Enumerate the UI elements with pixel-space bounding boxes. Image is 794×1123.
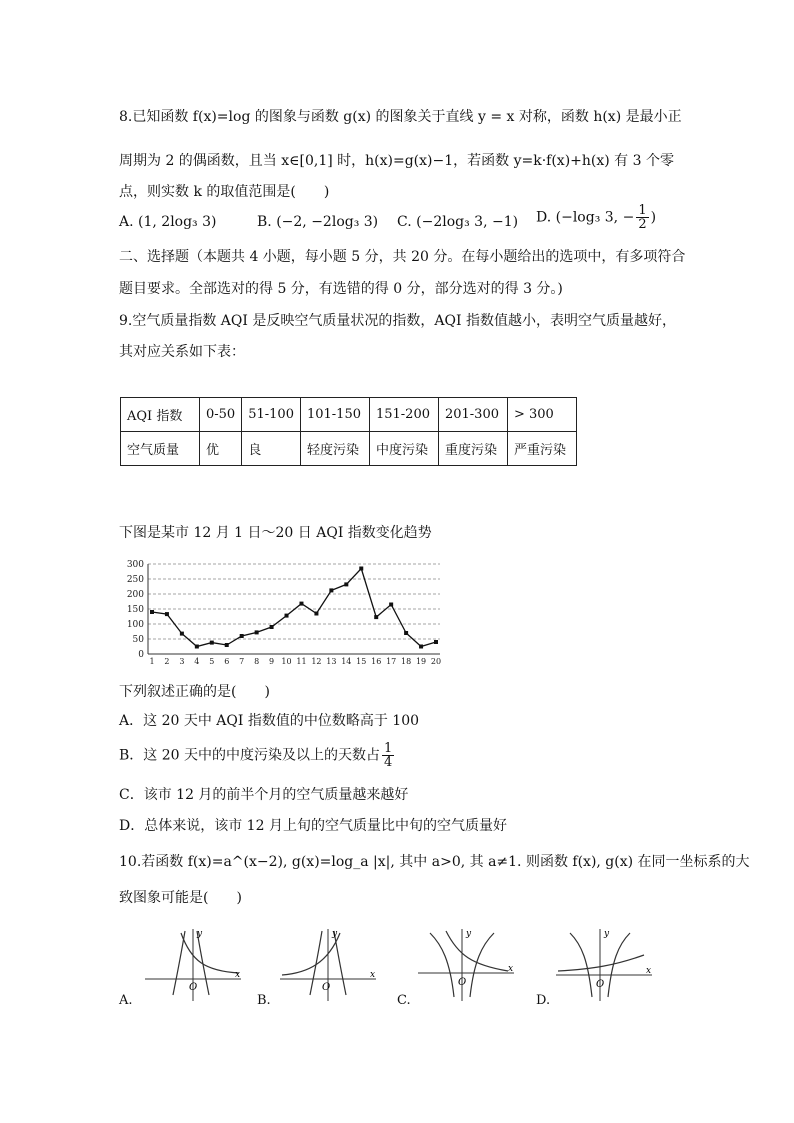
- curve-g-left: [570, 933, 592, 997]
- x-tick-label: 1: [149, 657, 155, 666]
- y-tick-label: 50: [132, 635, 144, 645]
- y-tick-label: 250: [126, 575, 144, 585]
- table-cell: 良: [242, 432, 301, 466]
- curve-f: [282, 933, 340, 975]
- option-label: A.: [119, 214, 134, 230]
- data-point: [329, 588, 333, 592]
- table-cell: 51-100: [242, 398, 301, 432]
- curve-f: [558, 955, 644, 971]
- table-cell: > 300: [507, 398, 576, 432]
- x-tick-label: 9: [269, 657, 275, 666]
- y-tick-label: 100: [126, 620, 144, 630]
- section2-line2: 题目要求。全部选对的得 5 分，有选错的得 0 分，部分选对的得 3 分。): [119, 281, 563, 297]
- option-label: C．: [119, 787, 144, 803]
- table-cell: 空气质量: [121, 432, 200, 466]
- x-tick-label: 10: [281, 657, 292, 666]
- y-axis-label: y: [604, 929, 610, 939]
- x-tick-label: 13: [326, 657, 337, 666]
- table-cell: 中度污染: [369, 432, 438, 466]
- origin-label: O: [189, 982, 198, 993]
- option-label: D．: [119, 818, 145, 834]
- aqi-trend-chart: [118, 556, 448, 668]
- curve-g-right: [334, 931, 346, 995]
- data-point: [419, 645, 423, 649]
- x-tick-label: 15: [356, 657, 367, 666]
- figure-label-b: B.: [257, 993, 271, 1008]
- data-point: [150, 610, 154, 614]
- q9-line1: 9.空气质量指数 AQI 是反映空气质量状况的指数，AQI 指数值越小，表明空气质量越好，: [119, 313, 676, 329]
- curve-g-right: [197, 931, 209, 995]
- x-tick-label: 20: [430, 657, 442, 666]
- data-point: [255, 630, 259, 634]
- figure-label-c: C.: [397, 993, 411, 1008]
- x-tick-label: 5: [209, 657, 215, 666]
- curve-f: [446, 931, 508, 971]
- x-tick-label: 18: [401, 657, 412, 666]
- table-row: [121, 398, 577, 432]
- x-tick-label: 19: [415, 657, 427, 666]
- curve-g-left: [310, 931, 322, 995]
- option-text-pre: (−log₃ 3, −: [555, 209, 635, 226]
- figure-label-a: A.: [119, 993, 133, 1008]
- q8-line2: 周期为 2 的偶函数，且当 x∈[0,1] 时，h(x)=g(x)−1，若函数 y=k·f(x)+h(x) 有 3 个零: [119, 153, 674, 169]
- graph-figure-a[interactable]: [143, 925, 243, 1003]
- series-line: [152, 569, 436, 647]
- data-point: [404, 631, 408, 635]
- curve-g-left: [430, 933, 454, 997]
- q8-line1: 8.已知函数 f(x)=log 的图象与函数 g(x) 的图象关于直线 y = x 对称，函数 h(x) 是最小正: [119, 109, 682, 125]
- x-tick-label: 7: [239, 657, 245, 666]
- data-point: [180, 632, 184, 636]
- option-text: 总体来说，该市 12 月上旬的空气质量比中旬的空气质量好: [144, 818, 507, 834]
- data-point: [225, 643, 229, 647]
- q8-option-c[interactable]: [397, 211, 518, 233]
- x-tick-label: 2: [164, 657, 170, 666]
- x-tick-label: 14: [341, 657, 352, 666]
- x-axis-label: x: [235, 970, 241, 980]
- x-axis-label: x: [508, 964, 514, 974]
- option-label: B.: [257, 214, 272, 230]
- table-cell: 优: [200, 432, 242, 466]
- curve-f: [181, 933, 239, 973]
- y-axis-label: y: [197, 929, 203, 939]
- q10-line1: 10.若函数 f(x)=a^(x−2), g(x)=log_a |x|, 其中 a>0, 其 a≠1. 则函数 f(x), g(x) 在同一坐标系的大: [119, 854, 750, 870]
- option-text: (−2log₃ 3, −1): [416, 214, 519, 230]
- x-axis-label: x: [646, 966, 652, 976]
- data-point: [314, 612, 318, 616]
- origin-label: O: [596, 979, 605, 990]
- q8-option-a[interactable]: [119, 211, 217, 233]
- option-text: 该市 12 月的前半个月的空气质量越来越好: [143, 787, 409, 803]
- option-label: C.: [397, 214, 412, 230]
- y-axis-label: y: [332, 929, 338, 939]
- option-text: 这 20 天中 AQI 指数值的中位数略高于 100: [143, 713, 420, 729]
- data-point: [374, 615, 378, 619]
- option-text: 这 20 天中的中度污染及以上的天数占: [143, 747, 381, 764]
- option-label: D.: [536, 209, 552, 226]
- data-point: [359, 567, 363, 571]
- q9-question: 下列叙述正确的是( ): [119, 684, 270, 700]
- q9-option-c[interactable]: [119, 784, 408, 806]
- option-label: A．: [119, 713, 144, 729]
- chart-caption: 下图是某市 12 月 1 日～20 日 AQI 指数变化趋势: [119, 525, 432, 541]
- q8-option-b[interactable]: [257, 211, 378, 233]
- y-tick-label: 0: [138, 650, 144, 660]
- option-text: (1, 2log₃ 3): [138, 214, 217, 230]
- aqi-table: [120, 397, 577, 466]
- q9-line2: 其对应关系如下表：: [119, 344, 245, 360]
- fraction: $\frac{1}{4}$: [384, 741, 393, 770]
- data-point: [299, 602, 303, 606]
- table-cell: 严重污染: [507, 432, 576, 466]
- data-point: [389, 603, 393, 607]
- x-tick-label: 8: [254, 657, 260, 666]
- x-tick-label: 4: [194, 657, 200, 666]
- origin-label: O: [458, 977, 467, 988]
- data-point: [270, 625, 274, 629]
- data-point: [344, 582, 348, 586]
- q8-option-d[interactable]: [536, 204, 656, 231]
- figure-label-d: D.: [536, 993, 551, 1008]
- table-cell: 轻度污染: [300, 432, 369, 466]
- q9-option-d[interactable]: [119, 815, 507, 837]
- x-tick-label: 16: [371, 657, 382, 666]
- table-cell: 201-300: [438, 398, 507, 432]
- table-cell: 重度污染: [438, 432, 507, 466]
- option-text: (−2, −2log₃ 3): [276, 214, 379, 230]
- x-tick-label: 12: [311, 657, 322, 666]
- data-point: [210, 641, 214, 645]
- data-point: [195, 645, 199, 649]
- y-tick-label: 150: [126, 605, 144, 615]
- q9-option-a[interactable]: [119, 710, 419, 732]
- x-tick-label: 3: [179, 657, 185, 666]
- x-tick-label: 11: [296, 657, 307, 666]
- table-cell: 151-200: [369, 398, 438, 432]
- option-text-post: ): [650, 209, 657, 226]
- table-row: [121, 432, 577, 466]
- table-cell: 101-150: [300, 398, 369, 432]
- data-point: [285, 614, 289, 618]
- table-cell: 0-50: [200, 398, 242, 432]
- x-axis-label: x: [370, 970, 376, 980]
- graph-figure-b[interactable]: [278, 925, 378, 1003]
- origin-label: O: [322, 982, 331, 993]
- data-point: [165, 612, 169, 616]
- x-tick-label: 17: [386, 657, 397, 666]
- table-cell: AQI 指数: [121, 398, 200, 432]
- graph-figure-d[interactable]: [554, 925, 654, 1003]
- data-point: [434, 640, 438, 644]
- y-tick-label: 200: [126, 590, 144, 600]
- graph-figure-c[interactable]: [416, 925, 516, 1003]
- option-label: B．: [119, 747, 144, 764]
- data-point: [240, 634, 244, 638]
- fraction: $\frac{1}{2}$: [638, 203, 647, 232]
- q9-option-b[interactable]: [119, 742, 396, 769]
- y-tick-label: 300: [126, 560, 144, 570]
- section2-line1: 二、选择题（本题共 4 小题，每小题 5 分，共 20 分。在每小题给出的选项中，有多项符合: [119, 249, 686, 265]
- curve-g-left: [173, 931, 185, 995]
- y-axis-label: y: [466, 929, 472, 939]
- q10-line2: 致图象可能是( ): [119, 890, 242, 906]
- q8-line3: 点，则实数 k 的取值范围是( ): [119, 184, 330, 200]
- x-tick-label: 6: [224, 657, 230, 666]
